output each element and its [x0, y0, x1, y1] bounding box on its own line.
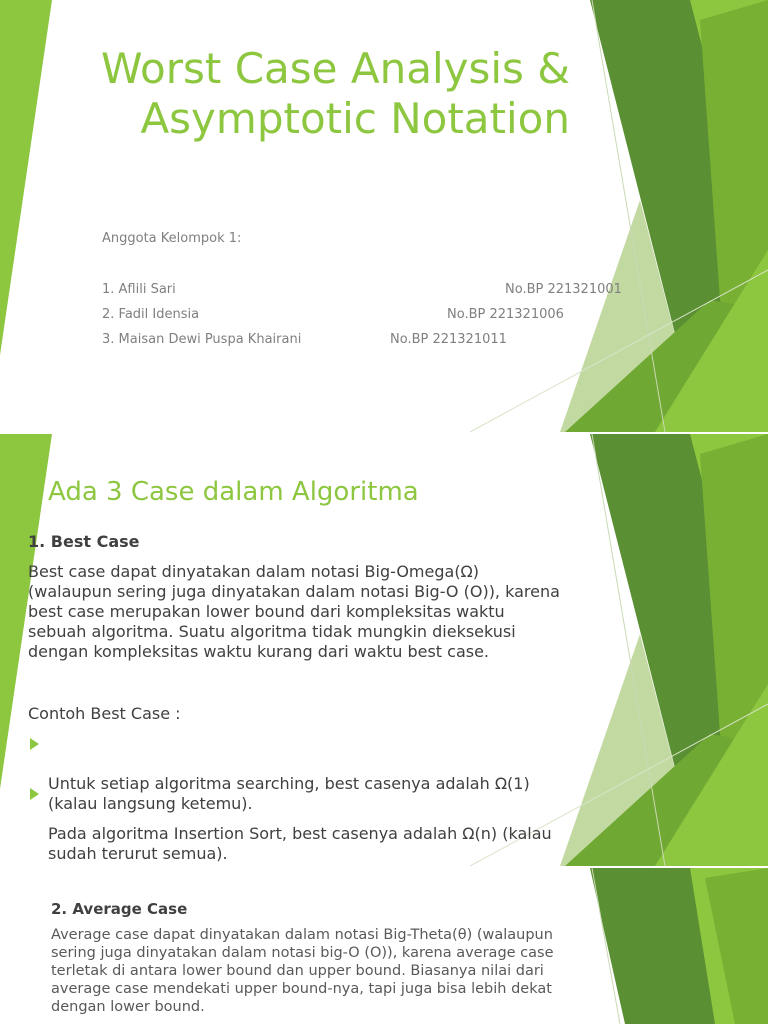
member-nobp-2: No.BP 221321006 — [447, 307, 564, 322]
slide-2 — [0, 434, 768, 866]
member-nobp-3: No.BP 221321011 — [390, 332, 507, 347]
best-case-paragraph: Best case dapat dinyatakan dalam notasi Big-Omega(Ω) (walaupun sering juga dinyatakan dalam notasi Big-O (O)), karena best case merupakan lower bound dari kompleksitas waktu sebuah algoritma. Suatu algoritma tidak mungkin dieksekusi dengan kompleksitas waktu kurang dari waktu best case. — [28, 562, 560, 661]
best-case-heading: 1. Best Case — [28, 532, 140, 551]
member-nobp-1: No.BP 221321001 — [505, 282, 622, 297]
bullet-item-2 — [28, 784, 638, 864]
title-line-2: Asymptotic Notation — [140, 94, 570, 143]
slide-title: Ada 3 Case dalam Algoritma — [48, 477, 419, 507]
bullet-triangle-icon — [30, 788, 39, 800]
example-label: Contoh Best Case : — [28, 704, 181, 723]
member-name-3: 3. Maisan Dewi Puspa Khairani — [102, 332, 302, 347]
bullet-text: Pada algoritma Insertion Sort, best casenya adalah Ω(n) (kalau sudah terurut semua). — [48, 824, 552, 863]
members-label: Anggota Kelompok 1: — [102, 231, 242, 246]
slide-1 — [0, 0, 768, 432]
average-case-paragraph: Average case dapat dinyatakan dalam notasi Big-Theta(θ) (walaupun sering juga dinyatakan dalam notasi big-O (O)), karena average case terletak di antara lower bound dan upper bound. Biasanya nilai dari average case mendekati upper bound-nya, tapi juga bisa lebih dekat dengan lower bound. — [51, 927, 554, 1015]
slide-3 — [0, 868, 768, 1024]
member-name-2: 2. Fadil Idensia — [102, 307, 200, 322]
bullet-text: Untuk setiap algoritma searching, best casenya adalah Ω(1) (kalau langsung ketemu). — [48, 774, 530, 813]
slide-title — [0, 44, 570, 144]
bullet-triangle-icon — [30, 738, 39, 750]
title-line-1: Worst Case Analysis & — [100, 44, 570, 93]
average-case-heading: 2. Average Case — [51, 900, 188, 918]
member-name-1: 1. Aflili Sari — [102, 282, 176, 297]
